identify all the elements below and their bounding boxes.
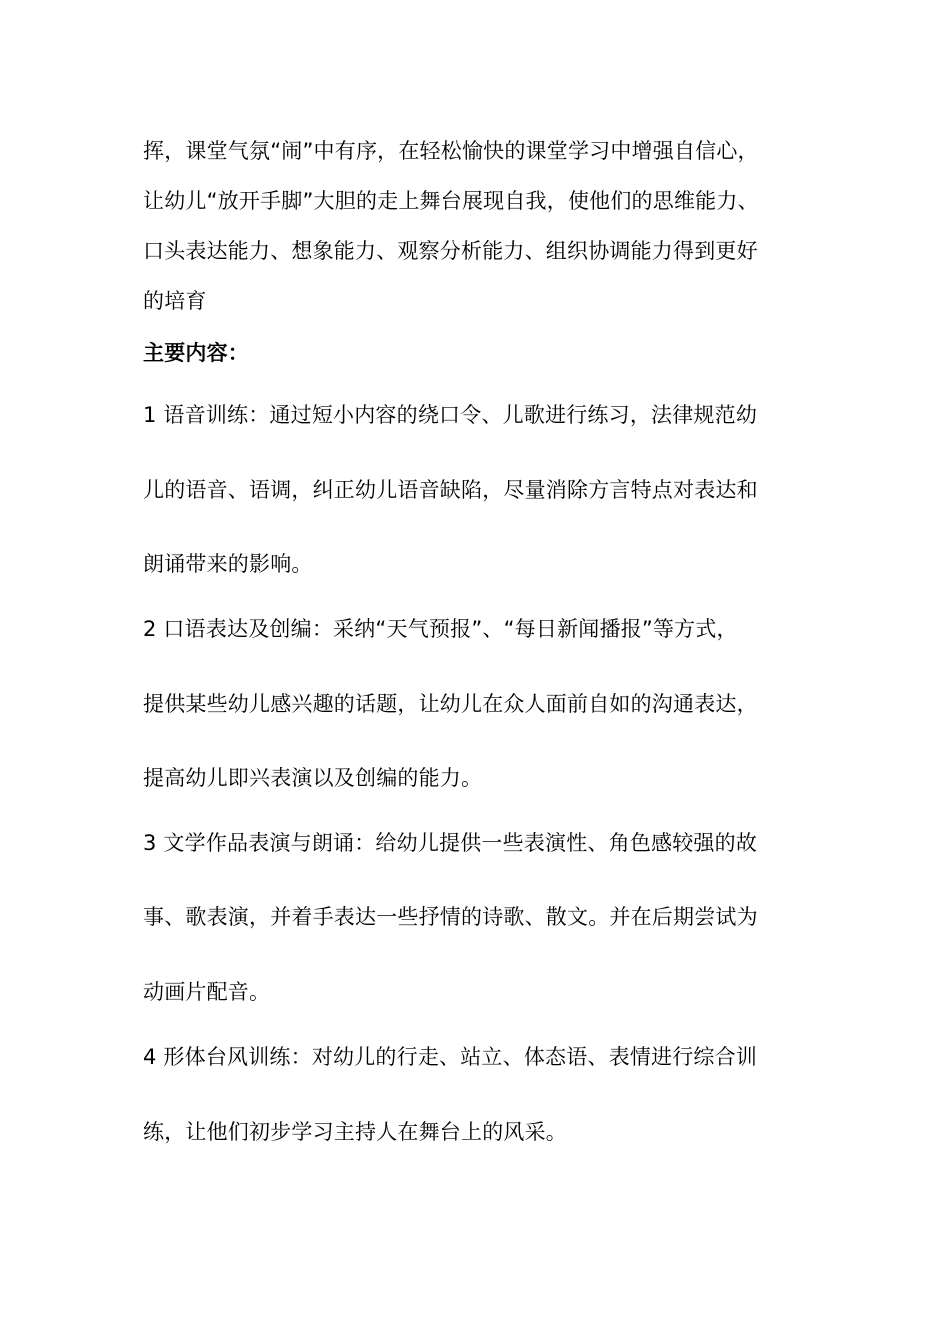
item-1-line-1: 1 语音训练：通过短小内容的绕口令、儿歌进行练习，法律规范幼 — [143, 403, 758, 427]
item-1-line-3: 朗诵带来的影响。 — [143, 552, 313, 576]
intro-line-4: 的培育 — [143, 289, 207, 313]
item-3-line-2: 事、歌表演，并着手表达一些抒情的诗歌、散文。并在后期尝试为 — [143, 905, 758, 929]
item-2-line-3: 提高幼儿即兴表演以及创编的能力。 — [143, 766, 483, 790]
item-2-line-2: 提供某些幼儿感兴趣的话题，让幼儿在众人面前自如的沟通表达， — [143, 692, 758, 716]
intro-line-1: 挥，课堂气氛“闹”中有序，在轻松愉快的课堂学习中增强自信心， — [143, 139, 759, 163]
item-1-line-2: 儿的语音、语调，纠正幼儿语音缺陷，尽量消除方言特点对表达和 — [143, 478, 758, 502]
section-heading: 主要内容： — [143, 341, 249, 365]
item-3-line-1: 3 文学作品表演与朗诵：给幼儿提供一些表演性、角色感较强的故 — [143, 831, 758, 855]
item-3-line-3: 动画片配音。 — [143, 980, 271, 1004]
item-2-line-1: 2 口语表达及创编：采纳“天气预报”、“每日新闻播报”等方式， — [143, 617, 738, 641]
item-4-line-2: 练，让他们初步学习主持人在舞台上的风采。 — [143, 1120, 567, 1144]
intro-line-2: 让幼儿“放开手脚”大胆的走上舞台展现自我，使他们的思维能力、 — [143, 189, 759, 213]
intro-line-3: 口头表达能力、想象能力、观察分析能力、组织协调能力得到更好 — [143, 239, 758, 263]
item-4-line-1: 4 形体台风训练：对幼儿的行走、站立、体态语、表情进行综合训 — [143, 1045, 758, 1069]
